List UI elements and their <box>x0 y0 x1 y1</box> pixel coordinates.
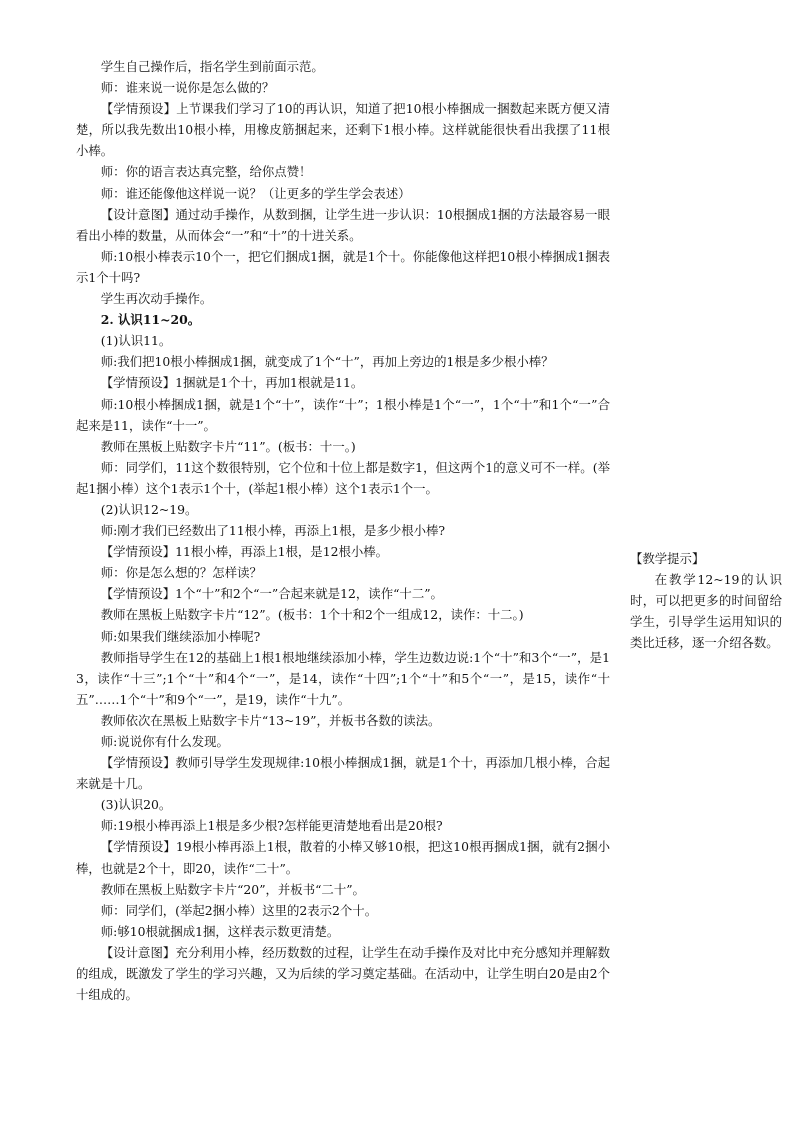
paragraph: 教师在黑板上贴数字卡片“11”。(板书：十一。) <box>100 438 356 454</box>
side-note-title: 【教学提示】 <box>630 551 705 566</box>
paragraph: 教师指导学生在12的基础上1根1根地继续添加小棒，学生边数边说:1个“十”和3个“一”，是13，读作“十三”;1个“十”和4个“一”，是14，读作“十四”;1个“十”和5个“一”，是15，读作“十五”……1个“十”和9个“一”，是19，读作“十九”。 <box>76 649 610 707</box>
paragraph: 师：你的语言表达真完整，给你点赞！ <box>100 164 312 180</box>
paragraph: 学生再次动手操作。 <box>100 291 213 307</box>
paragraph: 师:我们把10根小棒捆成1捆，就变成了1个“十”，再加上旁边的1根是多少根小棒？ <box>100 354 554 370</box>
subsection-heading: (3)认识20。 <box>100 797 172 813</box>
subsection-heading: (1)认识11。 <box>100 333 172 349</box>
paragraph: 师:如果我们继续添加小棒呢? <box>100 628 261 644</box>
side-note-body: 在教学12~19的认识时，可以把更多的时间留给学生，引导学生运用知识的类比迁移，逐一介绍各数。 <box>630 572 782 651</box>
paragraph: 师:说说你有什么发现。 <box>100 734 229 749</box>
paragraph: 师:10根小棒表示10个一，把它们捆成1捆，就是1个十。你能像他这样把10根小棒捆成1捆表示1个十吗? <box>76 248 610 285</box>
subsection-heading: (2)认识12~19。 <box>100 501 198 517</box>
paragraph: 【学情预设】教师引导学生发现规律:10根小棒捆成1捆，就是1个十，再添加几根小棒，合起来就是十几。 <box>76 755 610 792</box>
paragraph: 【学情预设】1捆就是1个十，再加1根就是11。 <box>100 375 364 391</box>
paragraph: 【学情预设】1个“十”和2个“一”合起来就是12，读作“十二”。 <box>100 586 443 602</box>
paragraph: 【设计意图】通过动手操作，从数到捆，让学生进一步认识：10根捆成1捆的方法最容易一眼看出小棒的数量，从而体会“一”和“十”的十进关系。 <box>76 206 610 243</box>
teaching-tip-note <box>630 548 782 653</box>
paragraph: 师：谁还能像他这样说一说？（让更多的学生学会表述） <box>100 185 411 201</box>
paragraph: 师：你是怎么想的？怎样读？ <box>100 565 262 581</box>
paragraph: 【设计意图】充分利用小棒，经历数数的过程，让学生在动手操作及对比中充分感知并理解数的组成，既激发了学生的学习兴趣，又为后续的学习奠定基础。在活动中，让学生明白20是由2个十组成的。 <box>76 944 610 1003</box>
paragraph: 学生自己操作后，指名学生到前面示范。 <box>100 59 324 74</box>
lesson-body <box>76 56 610 1005</box>
paragraph: 【学情预设】11根小棒，再添上1根，是12根小棒。 <box>100 544 389 560</box>
paragraph: 【学情预设】上节课我们学习了10的再认识，知道了把10根小棒捆成一捆数起来既方便又清楚，所以我先数出10根小棒，用橡皮筋捆起来，还剩下1根小棒。这样就能很快看出我摆了11根小棒。 <box>76 101 610 159</box>
paragraph: 师:够10根就捆成1捆，这样表示数更清楚。 <box>100 923 340 939</box>
paragraph: 教师依次在黑板上贴数字卡片“13~19”，并板书各数的读法。 <box>100 712 441 728</box>
paragraph: 【学情预设】19根小棒再添上1根，散着的小棒又够10根，把这10根再捆成1捆，就有2捆小棒，也就是2个十，即20，读作“二十”。 <box>76 839 610 876</box>
paragraph: 教师在黑板上贴数字卡片“12”。(板书：1个十和2个一组成12，读作：十二。) <box>100 607 524 623</box>
paragraph: 师:19根小棒再添上1根是多少根?怎样能更清楚地看出是20根? <box>100 818 443 834</box>
paragraph: 师：同学们，(举起2捆小棒）这里的2表示2个十。 <box>100 902 378 918</box>
paragraph: 师:刚才我们已经数出了11根小棒，再添上1根，是多少根小棒? <box>100 523 446 539</box>
paragraph: 师：同学们，11这个数很特别，它个位和十位上都是数字1，但这两个1的意义可不一样。(举起1捆小棒）这个1表示1个十，(举起1根小棒）这个1表示1个一。 <box>76 459 610 496</box>
paragraph: 师:10根小棒捆成1捆，就是1个“十”，读作“十”；1根小棒是1个“一”，1个“十”和1个“一”合起来是11，读作“十一”。 <box>76 396 610 433</box>
paragraph: 教师在黑板上贴数字卡片“20”，并板书“二十”。 <box>100 881 365 897</box>
section-heading: 2. 认识11~20。 <box>100 312 201 328</box>
paragraph: 师：谁来说一说你是怎么做的？ <box>100 80 275 96</box>
